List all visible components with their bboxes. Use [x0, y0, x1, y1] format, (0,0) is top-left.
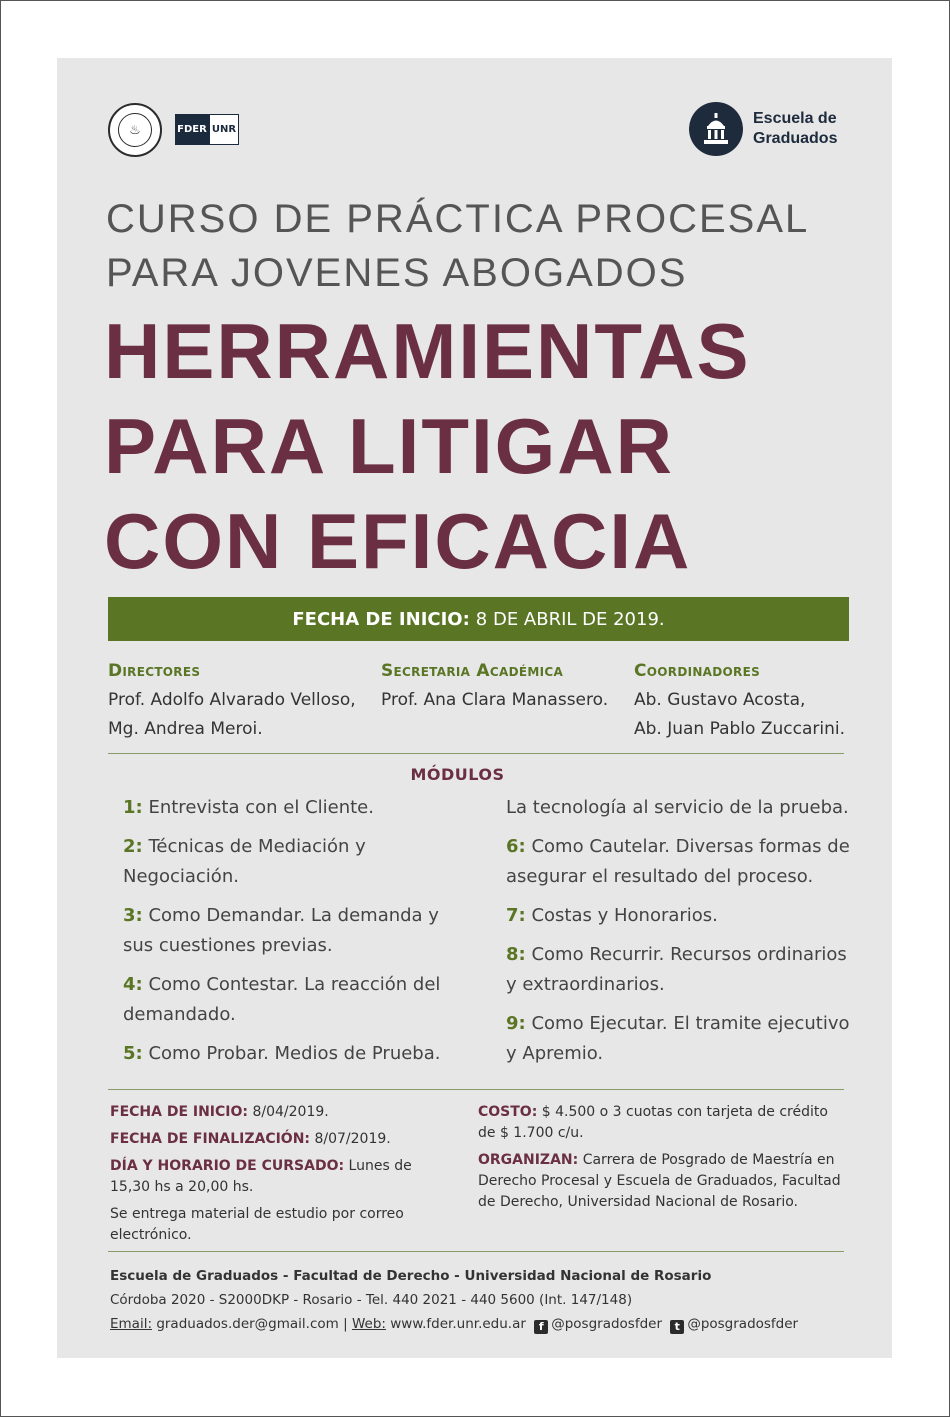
module-number: 5:	[123, 1043, 143, 1064]
module-item	[123, 793, 453, 823]
module-text: Técnicas de Mediación y Negociación.	[123, 836, 366, 887]
schedule	[110, 1156, 430, 1198]
main-title	[104, 304, 751, 589]
director-line: Mg. Andrea Meroi.	[108, 719, 263, 739]
divider	[108, 1251, 844, 1252]
footer-institution: Escuela de Graduados - Facultad de Derecho - Universidad Nacional de Rosario	[110, 1268, 712, 1284]
module-text: Como Contestar. La reacción del demandado.	[123, 974, 441, 1025]
unr-seal-logo	[108, 103, 162, 157]
escuela-line1: Escuela de	[753, 110, 837, 127]
module-number: 9:	[506, 1013, 526, 1034]
facebook-icon: f	[534, 1320, 548, 1334]
coordinators-column	[634, 657, 845, 744]
footer	[110, 1264, 798, 1336]
directors-heading: Directores	[108, 661, 201, 681]
module-text: Como Recurrir. Recursos ordinarios y extraordinarios.	[506, 944, 847, 995]
email-label: Email:	[110, 1316, 153, 1332]
end-date-label: FECHA DE FINALIZACIÓN:	[110, 1131, 311, 1147]
module-text: Como Cautelar. Diversas formas de asegurar el resultado del proceso.	[506, 836, 850, 887]
module-item	[123, 901, 453, 961]
dates-info	[110, 1102, 430, 1252]
escuela-graduados-logo	[689, 102, 837, 156]
organizers	[478, 1150, 846, 1213]
cost-label: COSTO:	[478, 1104, 538, 1120]
subtitle-line1: CURSO DE PRÁCTICA PROCESAL	[106, 197, 810, 241]
coordinator-line: Ab. Gustavo Acosta,	[634, 690, 806, 710]
secretary-line: Prof. Ana Clara Manassero.	[381, 690, 609, 710]
cost	[478, 1102, 846, 1144]
module-item	[123, 832, 453, 892]
modules-heading: MÓDULOS	[410, 765, 505, 784]
module-number: 1:	[123, 797, 143, 818]
module-continuation: La tecnología al servicio de la prueba.	[506, 797, 849, 818]
fder-unr-logo	[175, 114, 239, 145]
organizers-value: Carrera de Posgrado de Maestría en Derecho Procesal y Escuela de Graduados, Facultad de Derecho, Universidad Nacional de Rosario.	[478, 1152, 841, 1210]
course-subtitle	[106, 192, 809, 300]
building-icon	[689, 102, 743, 156]
banner-value: 8 DE ABRIL DE 2019.	[475, 608, 665, 630]
web-label: Web:	[351, 1316, 386, 1332]
module-item	[506, 1009, 851, 1069]
organizers-label: ORGANIZAN:	[478, 1152, 579, 1168]
divider	[108, 1089, 844, 1090]
main-title-line2: PARA LITIGAR	[104, 402, 674, 490]
coordinator-line: Ab. Juan Pablo Zuccarini.	[634, 719, 845, 739]
start-date-value: 8/04/2019.	[252, 1104, 329, 1120]
end-date	[110, 1129, 430, 1150]
module-number: 6:	[506, 836, 526, 857]
end-date-value: 8/07/2019.	[314, 1131, 391, 1147]
escuela-line2: Graduados	[753, 130, 838, 147]
director-line: Prof. Adolfo Alvarado Velloso,	[108, 690, 356, 710]
subtitle-line2: PARA JOVENES ABOGADOS	[106, 251, 688, 295]
secretary-column	[381, 657, 608, 715]
start-date-label: FECHA DE INICIO:	[110, 1104, 249, 1120]
twitter-handle[interactable]: @posgradosfder	[687, 1316, 799, 1332]
torch-icon: ♨	[118, 113, 152, 147]
module-item	[123, 1039, 453, 1069]
cost-info	[478, 1102, 846, 1219]
module-text: Como Probar. Medios de Prueba.	[148, 1043, 441, 1064]
banner-label: FECHA DE INICIO:	[292, 608, 470, 630]
module-number: 4:	[123, 974, 143, 995]
module-number: 3:	[123, 905, 143, 926]
separator: |	[343, 1316, 348, 1332]
coordinators-heading: Coordinadores	[634, 661, 761, 681]
modules-right-column	[506, 793, 851, 1078]
module-item	[506, 832, 851, 892]
web-link[interactable]: www.fder.unr.edu.ar	[390, 1316, 526, 1332]
module-text: Entrevista con el Cliente.	[148, 797, 374, 818]
main-title-line3: CON EFICACIA	[104, 497, 692, 585]
module-item	[506, 901, 851, 931]
main-title-line1: HERRAMIENTAS	[104, 307, 751, 395]
module-item	[123, 970, 453, 1030]
footer-contact	[110, 1312, 798, 1336]
start-date	[110, 1102, 430, 1123]
unr-logo-text: UNR	[209, 114, 239, 145]
schedule-label: DÍA Y HORARIO DE CURSADO:	[110, 1158, 345, 1174]
module-number: 7:	[506, 905, 526, 926]
module-number: 8:	[506, 944, 526, 965]
material-note: Se entrega material de estudio por correo electrónico.	[110, 1206, 404, 1243]
schedule-value: Lunes de 15,30 hs a 20,00 hs.	[110, 1158, 412, 1195]
module-number: 2:	[123, 836, 143, 857]
modules-left-column	[123, 793, 453, 1078]
module-text: Costas y Honorarios.	[531, 905, 718, 926]
module-item	[506, 940, 851, 1000]
email-link[interactable]: graduados.der@gmail.com	[156, 1316, 339, 1332]
facebook-handle[interactable]: @posgradosfder	[551, 1316, 663, 1332]
fder-logo-text: FDER	[175, 114, 209, 145]
module-text: Como Demandar. La demanda y sus cuestiones previas.	[123, 905, 439, 956]
cost-value: $ 4.500 o 3 cuotas con tarjeta de crédito de $ 1.700 c/u.	[478, 1104, 828, 1141]
directors-column	[108, 657, 356, 744]
twitter-icon: t	[670, 1320, 684, 1334]
footer-address: Córdoba 2020 - S2000DKP - Rosario - Tel. 440 2021 - 440 5600 (Int. 147/148)	[110, 1292, 633, 1308]
divider	[108, 753, 844, 754]
module-text: Como Ejecutar. El tramite ejecutivo y Apremio.	[506, 1013, 850, 1064]
start-date-banner	[108, 597, 849, 641]
secretary-heading: Secretaria Académica	[381, 661, 564, 681]
